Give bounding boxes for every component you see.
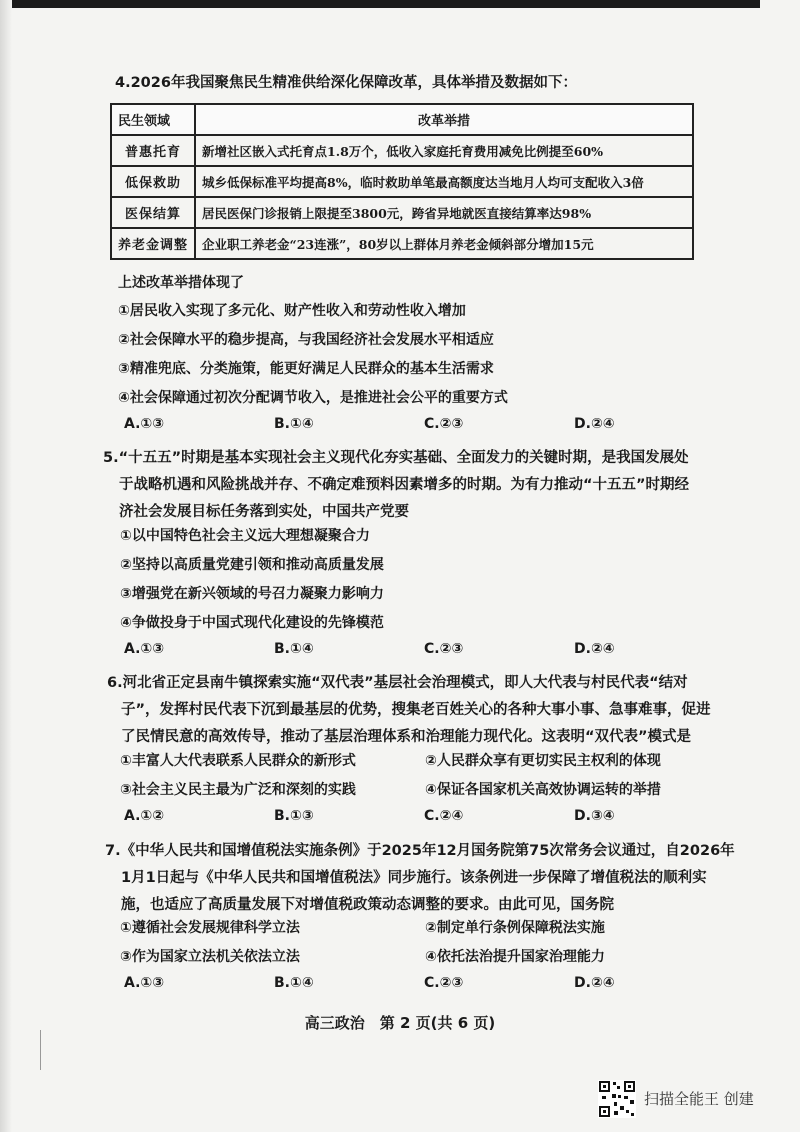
q5-stem-line: 5.“十五五”时期是基本实现社会主义现代化夯实基础、全面发力的关键时期，是我国发展处 [103, 450, 689, 466]
table-row [111, 228, 693, 259]
q7-item-4: ④依托法治提升国家治理能力 [425, 949, 605, 965]
q6-option-b[interactable]: B.①③ [274, 808, 314, 824]
reform-table [110, 103, 694, 260]
q7-item-1: ①遵循社会发展规律科学立法 [120, 920, 300, 936]
q6-stem [107, 670, 711, 750]
q7-option-a[interactable]: A.①③ [124, 975, 165, 991]
table-header-measure: 改革举措 [195, 104, 693, 135]
q7-option-b[interactable]: B.①④ [274, 975, 314, 991]
q4-item-1: ①居民收入实现了多元化、财产性收入和劳动性收入增加 [118, 303, 466, 319]
q5-item-1: ①以中国特色社会主义远大理想凝聚合力 [120, 528, 370, 544]
table-cell-measure: 新增社区嵌入式托育点1.8万个，低收入家庭托育费用减免比例提至60% [195, 135, 693, 166]
q5-option-a[interactable]: A.①③ [124, 641, 165, 657]
q6-item-1: ①丰富人大代表联系人民群众的新形式 [120, 753, 356, 769]
q5-stem-line: 济社会发展目标任务落到实处，中国共产党要 [119, 503, 409, 520]
page-footer: 高三政治 第 2 页(共 6 页) [304, 1014, 496, 1032]
table-cell-measure: 居民医保门诊报销上限提至3800元，跨省异地就医直接结算率达98% [195, 197, 693, 228]
q7-stem [105, 838, 735, 918]
q7-item-2: ②制定单行条例保障税法实施 [425, 920, 605, 936]
q4-item-3: ③精准兜底、分类施策，能更好满足人民群众的基本生活需求 [118, 361, 494, 377]
q6-option-c[interactable]: C.②④ [424, 808, 464, 824]
q5-item-2: ②坚持以高质量党建引领和推动高质量发展 [120, 557, 384, 573]
q4-option-a[interactable]: A.①③ [124, 416, 165, 432]
q4-option-d[interactable]: D.②④ [574, 416, 615, 432]
q6-option-d[interactable]: D.③④ [574, 808, 615, 824]
q7-option-d[interactable]: D.②④ [574, 975, 615, 991]
table-cell-field: 低保救助 [111, 166, 195, 197]
q5-stem-line: 于战略机遇和风险挑战并存、不确定难预料因素增多的时期。为有力推动“十五五”时期经 [119, 476, 690, 493]
table-cell-field: 普惠托育 [111, 135, 195, 166]
q4-stem: 4.2026年我国聚焦民生精准供给深化保障改革，具体举措及数据如下： [115, 75, 577, 91]
scan-margin-line [40, 1030, 41, 1070]
q4-option-c[interactable]: C.②③ [424, 416, 464, 432]
q6-item-4: ④保证各国家机关高效协调运转的举措 [425, 782, 661, 798]
q5-option-d[interactable]: D.②④ [574, 641, 615, 657]
q6-stem-line: 6.河北省正定县南牛镇探索实施“双代表”基层社会治理模式，即人大代表与村民代表“结对 [107, 675, 688, 691]
q4-item-4: ④社会保障通过初次分配调节收入，是推进社会公平的重要方式 [118, 390, 508, 406]
q5-option-c[interactable]: C.②③ [424, 641, 464, 657]
q4-item-2: ②社会保障水平的稳步提高，与我国经济社会发展水平相适应 [118, 332, 494, 348]
q7-item-3: ③作为国家立法机关依法立法 [120, 949, 300, 965]
scanner-watermark: 扫描全能王 创建 [644, 1090, 754, 1108]
q6-stem-line: 了民情民意的高效传导，推动了基层治理体系和治理能力现代化。这表明“双代表”模式是 [121, 728, 692, 745]
table-cell-measure: 城乡低保标准平均提高8%，临时救助单笔最高额度达当地月人均可支配收入3倍 [195, 166, 693, 197]
table-cell-field: 养老金调整 [111, 228, 195, 259]
q4-prompt: 上述改革举措体现了 [118, 275, 244, 291]
qr-code-icon [598, 1080, 636, 1118]
q6-option-a[interactable]: A.①② [124, 808, 165, 824]
q6-stem-line: 子”，发挥村民代表下沉到最基层的优势，搜集老百姓关心的各种大事小事、急事难事，促进 [121, 701, 711, 718]
table-header-field: 民生领域 [111, 104, 195, 135]
q6-item-3: ③社会主义民主最为广泛和深刻的实践 [120, 782, 356, 798]
table-row [111, 166, 693, 197]
table-cell-field: 医保结算 [111, 197, 195, 228]
table-header-row [111, 104, 693, 135]
q5-option-b[interactable]: B.①④ [274, 641, 314, 657]
q5-item-3: ③增强党在新兴领域的号召力凝聚力影响力 [120, 586, 384, 602]
scan-page-edge [0, 0, 12, 1132]
scan-top-border [0, 0, 760, 8]
table-row [111, 197, 693, 228]
table-row [111, 135, 693, 166]
q4-option-b[interactable]: B.①④ [274, 416, 314, 432]
q7-stem-line: 施，也适应了高质量发展下对增值税政策动态调整的要求。由此可见，国务院 [121, 896, 614, 913]
q7-option-c[interactable]: C.②③ [424, 975, 464, 991]
q6-item-2: ②人民群众享有更切实民主权利的体现 [425, 753, 661, 769]
table-cell-measure: 企业职工养老金“23连涨”，80岁以上群体月养老金倾斜部分增加15元 [195, 228, 693, 259]
q5-item-4: ④争做投身于中国式现代化建设的先锋模范 [120, 615, 384, 631]
q7-stem-line: 1月1日起与《中华人民共和国增值税法》同步施行。该条例进一步保障了增值税法的顺利实 [121, 869, 707, 886]
q7-stem-line: 7.《中华人民共和国增值税法实施条例》于2025年12月国务院第75次常务会议通过，自2026年 [105, 843, 735, 859]
q5-stem [103, 445, 689, 525]
